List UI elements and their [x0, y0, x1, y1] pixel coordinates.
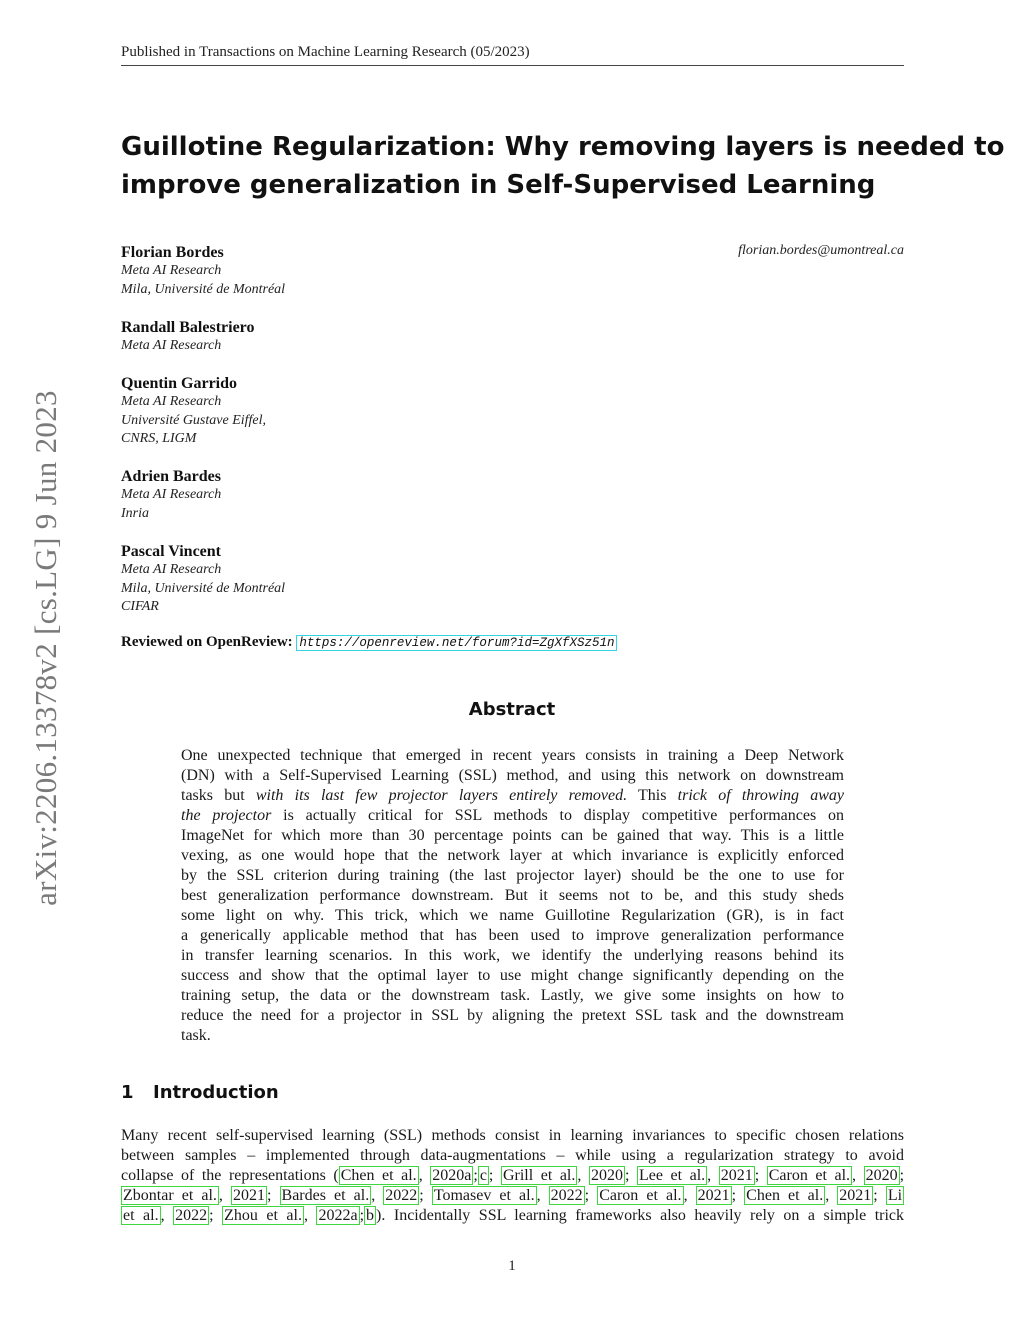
text-line — [181, 806, 844, 826]
openreview-link[interactable]: https://openreview.net/forum?id=ZgXfXSz51n — [296, 635, 617, 651]
emphasis-run: trick of throwing away — [677, 787, 845, 804]
citation-link[interactable]: Zbontar et al. — [123, 1187, 217, 1204]
author-name: Adrien Bardes — [121, 468, 221, 485]
citation-link[interactable]: Bardes et al. — [281, 1187, 370, 1204]
text-line — [121, 1206, 904, 1226]
text-line — [181, 966, 844, 986]
citation-link[interactable]: Lee et al. — [638, 1167, 706, 1184]
text-run: by the SSL criterion during training (the last projector layer) should be the one to use for — [181, 867, 844, 884]
author-affiliation: Mila, Université de Montréal — [121, 281, 286, 297]
text-line — [181, 986, 844, 1006]
citation-link[interactable]: 2022 — [385, 1187, 418, 1204]
text-run: tasks but — [181, 787, 256, 804]
text-run: ). Incidentally SSL learning frameworks also heavily rely on a simple trick — [376, 1207, 905, 1224]
introduction-body — [121, 1126, 904, 1226]
text-line — [121, 1186, 904, 1206]
citation-link[interactable]: b — [366, 1207, 375, 1224]
author-affiliation: CNRS, LIGM — [121, 431, 197, 446]
citation-link[interactable]: 2021 — [697, 1187, 730, 1204]
author-email[interactable]: florian.bordes@umontreal.ca — [738, 243, 904, 258]
text-run: ; — [899, 1167, 905, 1184]
text-line — [121, 1126, 904, 1146]
text-run: ; — [624, 1167, 637, 1184]
citation-link[interactable]: Caron et al. — [599, 1187, 682, 1204]
text-run: , — [218, 1187, 231, 1204]
text-line — [181, 946, 844, 966]
citation-link[interactable]: 2021 — [839, 1187, 872, 1204]
section-heading — [121, 1082, 279, 1103]
text-run: , — [825, 1187, 838, 1204]
text-run: ; — [473, 1167, 478, 1184]
text-run: collapse of the representations ( — [121, 1167, 339, 1184]
text-run: , — [418, 1167, 431, 1184]
author-affiliation: CIFAR — [121, 599, 159, 614]
header-rule — [121, 65, 904, 66]
text-run: , — [577, 1167, 589, 1184]
author-block — [121, 243, 621, 299]
citation-link[interactable]: Li — [887, 1187, 903, 1204]
text-run: ImageNet for which more than 30 percentage points can be gained that way. This is a little — [181, 827, 844, 844]
text-run: is actually critical for SSL methods to display competitive performances on — [271, 807, 844, 824]
text-run: reduce the need for a projector in SSL by aligning the pretext SSL task and the downstream — [181, 1007, 844, 1024]
page-number: 1 — [508, 1258, 516, 1274]
citation-link[interactable]: et al. — [123, 1207, 159, 1224]
text-run: success and show that the optimal layer to use might change significantly depending on the — [181, 967, 844, 984]
text-run: ; — [731, 1187, 745, 1204]
journal-header: Published in Transactions on Machine Learning Research (05/2023) — [121, 44, 530, 60]
text-run: a generically applicable method that has been used to improve generalization performance — [181, 927, 844, 944]
text-line — [121, 1166, 904, 1186]
review-label: Reviewed on OpenReview: — [121, 634, 293, 650]
text-run: , — [303, 1207, 317, 1224]
text-line — [181, 1006, 844, 1026]
citation-link[interactable]: 2022 — [175, 1207, 208, 1224]
text-run: ; — [266, 1187, 280, 1204]
abstract-body — [181, 746, 844, 1046]
text-line — [181, 786, 844, 806]
text-run: in transfer learning scenarios. In this work, we identify the underlying reasons behind its — [181, 947, 844, 964]
text-run: ; — [419, 1187, 432, 1204]
text-run: (DN) with a Self-Supervised Learning (SSL) method, and using this network on downstream — [181, 767, 844, 784]
section-number: 1 — [121, 1082, 134, 1103]
text-run: vexing, as one would hope that the network layer at which invariance is explicitly enforced — [181, 847, 844, 864]
text-run: ; — [209, 1207, 223, 1224]
text-run: ; — [488, 1167, 501, 1184]
text-run: ; — [359, 1207, 365, 1224]
author-affiliation: Université Gustave Eiffel, — [121, 412, 267, 428]
section-title: Introduction — [153, 1082, 279, 1103]
author-name: Randall Balestriero — [121, 319, 255, 336]
text-run: One unexpected technique that emerged in recent years consists in training a Deep Network — [181, 747, 844, 764]
paper-title — [121, 128, 1005, 204]
citation-link[interactable]: Zhou et al. — [224, 1207, 302, 1224]
text-line — [181, 906, 844, 926]
review-line — [121, 634, 617, 651]
arxiv-stamp: arXiv:2206.13378v2 [cs.LG] 9 Jun 2023 — [28, 390, 63, 906]
text-line — [181, 886, 844, 906]
text-run: ; — [754, 1167, 767, 1184]
citation-link[interactable]: Chen et al. — [746, 1187, 824, 1204]
citation-link[interactable]: c — [479, 1167, 487, 1184]
author-block — [121, 467, 621, 523]
author-name: Pascal Vincent — [121, 543, 221, 560]
author-affiliation: Meta AI Research — [121, 263, 222, 278]
author-affiliation: Mila, Université de Montréal — [121, 580, 286, 596]
author-name: Quentin Garrido — [121, 375, 238, 392]
citation-link[interactable]: 2022a — [318, 1207, 358, 1224]
text-run: , — [707, 1167, 719, 1184]
text-line — [181, 826, 844, 846]
text-run: some light on why. This trick, which we name Guillotine Regularization (GR), is in fact — [181, 907, 844, 924]
text-run: , — [371, 1187, 384, 1204]
title-line: Guillotine Regularization: Why removing layers is needed to — [121, 132, 1005, 162]
text-line — [181, 926, 844, 946]
text-run: , — [536, 1187, 549, 1204]
text-line — [181, 766, 844, 786]
citation-link[interactable]: 2020 — [865, 1167, 898, 1184]
emphasis-run: the projector — [181, 807, 272, 824]
text-run: task. — [181, 1027, 211, 1044]
abstract-heading: Abstract — [468, 699, 556, 720]
text-line — [181, 1026, 844, 1046]
text-run: , — [160, 1207, 174, 1224]
text-line — [181, 846, 844, 866]
author-name: Florian Bordes — [121, 244, 224, 261]
text-line — [181, 746, 844, 766]
author-affiliation: Inria — [121, 505, 149, 521]
citation-link[interactable]: 2020a — [432, 1167, 472, 1184]
author-affiliation: Meta AI Research — [121, 338, 222, 353]
text-run: This — [627, 787, 678, 804]
text-run: ; — [873, 1187, 886, 1204]
text-line — [181, 866, 844, 886]
citation-link[interactable]: Caron et al. — [768, 1167, 851, 1184]
citation-link[interactable]: Chen et al. — [340, 1167, 417, 1184]
citation-link[interactable]: Grill et al. — [502, 1167, 576, 1184]
citation-link[interactable]: 2020 — [590, 1167, 623, 1184]
citation-link[interactable]: Tomasev et al. — [433, 1187, 535, 1204]
emphasis-run: with its last few projector layers entirely removed. — [255, 787, 628, 804]
author-affiliation: Meta AI Research — [121, 487, 222, 502]
citation-link[interactable]: 2022 — [550, 1187, 583, 1204]
text-run: , — [683, 1187, 696, 1204]
author-block — [121, 318, 621, 356]
author-block — [121, 542, 621, 617]
author-affiliation: Meta AI Research — [121, 394, 222, 409]
text-run: training setup, the data or the downstream task. Lastly, we give some insights on how to — [181, 987, 844, 1004]
text-run: between samples – implemented through data-augmentations – while using a regularization strategy to avoid — [121, 1147, 904, 1164]
author-block — [121, 374, 621, 449]
citation-link[interactable]: 2021 — [720, 1167, 753, 1184]
citation-link[interactable]: 2021 — [232, 1187, 265, 1204]
text-run: ; — [584, 1187, 598, 1204]
text-line — [121, 1146, 904, 1166]
title-line: improve generalization in Self-Supervised Learning — [121, 170, 876, 200]
author-affiliation: Meta AI Research — [121, 562, 222, 577]
text-run: Many recent self-supervised learning (SSL) methods consist in learning invariances to specific chosen relations — [121, 1127, 904, 1144]
text-run: , — [852, 1167, 864, 1184]
text-run: best generalization performance downstream. But it seems not to be, and this study sheds — [181, 887, 844, 904]
